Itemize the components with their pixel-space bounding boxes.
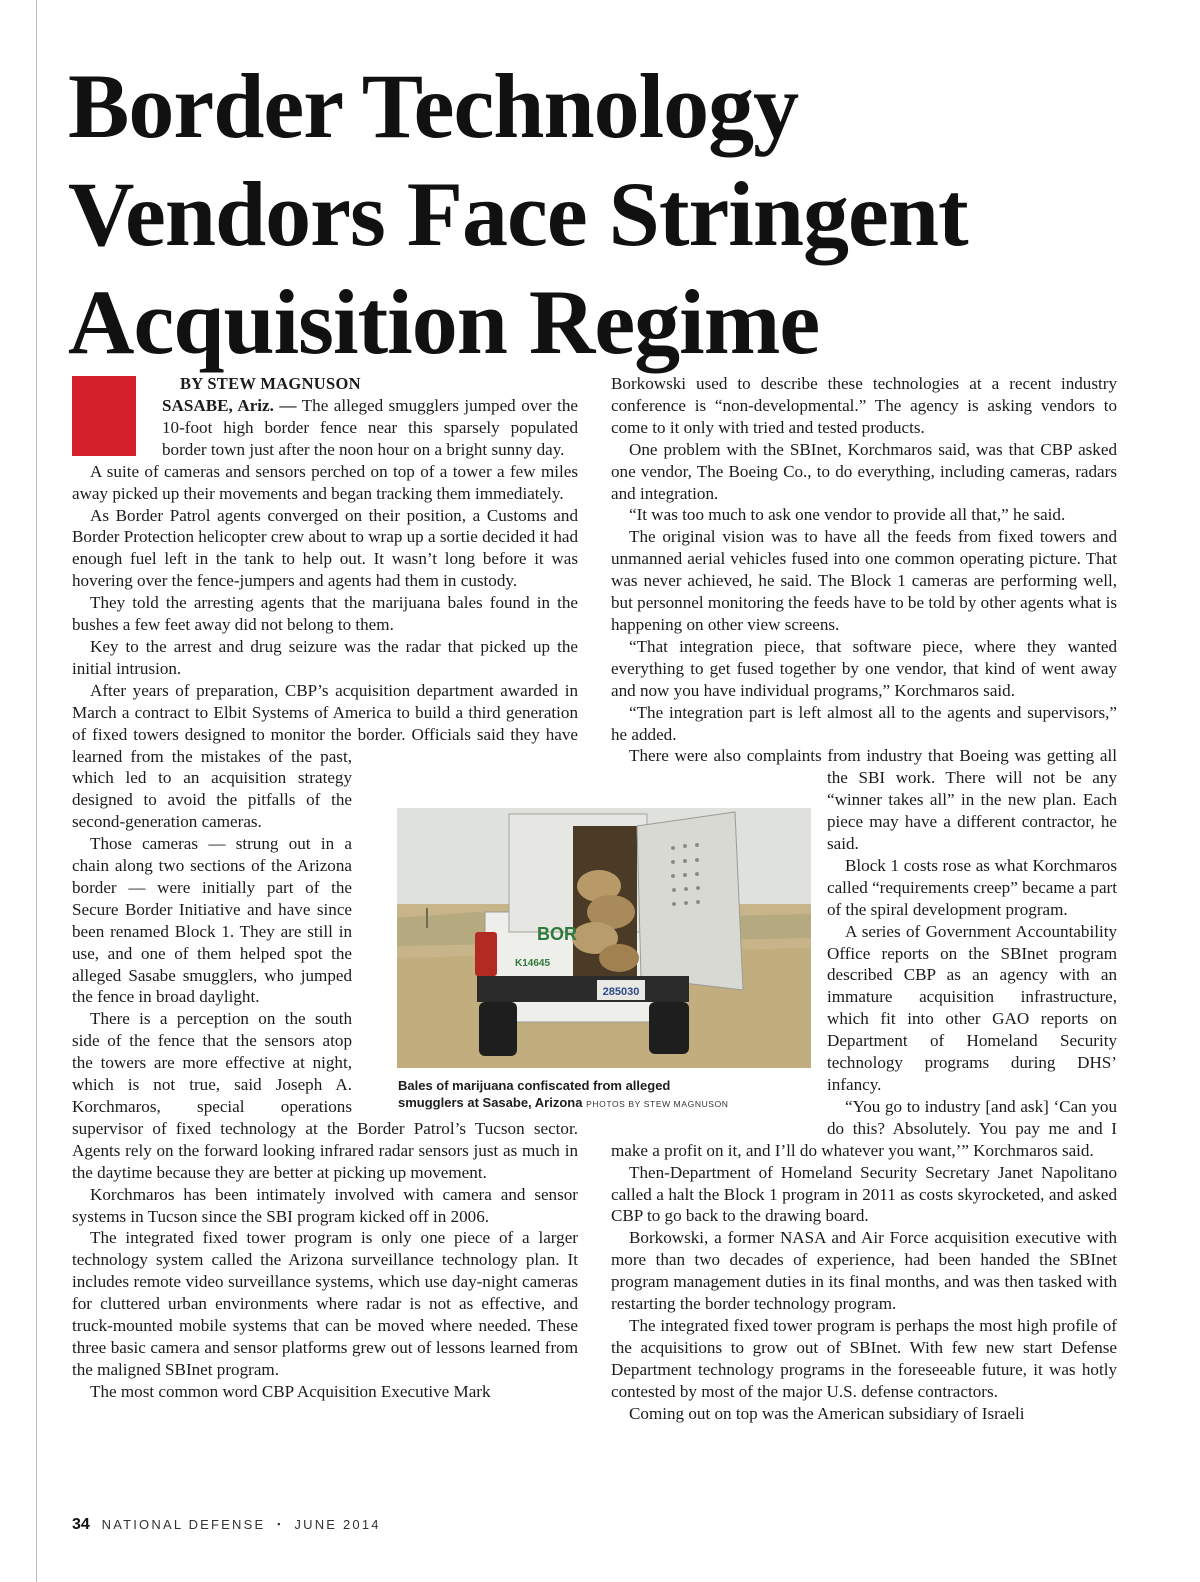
paragraph: As Border Patrol agents converged on their position, a Customs and Border Protection helicopter crew about to wrap up a sortie decided it had enough fuel left in the tank to help out. It wasn’t long before it was hovering over the fence-jumpers and agents had them in custody.	[72, 505, 578, 591]
headline-line-3: Acquisition Regime	[68, 271, 820, 373]
paragraph: A suite of cameras and sensors perched on top of a tower a few miles away picked up their movements and began tracking them immediately.	[72, 461, 578, 503]
truck-photo	[397, 808, 811, 1068]
paragraph: A series of Government Accountability Office reports on the SBInet program described CBP as an agency with an immature acquisition infrastructure, which fit into other GAO reports on Department of Homeland Security technology programs during DHS’ infancy.	[827, 921, 1117, 1094]
photo-caption	[398, 1078, 818, 1112]
paragraph: Then-Department of Homeland Security Secretary Janet Napolitano called a halt the Block 1 program in 2011 as costs skyrocketed, and asked CBP to go back to the drawing board.	[611, 1162, 1117, 1226]
paragraph: There were also complaints from industry that Boeing was getting all the SBI work. There will not be any “winner takes all” in the new plan. Each piece may have a different contractor, he said.	[629, 746, 1117, 854]
paragraph: Borkowski used to describe these technologies at a recent industry conference is “non-developmental.” The agency is asking vendors to come to it only with tried and tested products.	[611, 374, 1117, 437]
paragraph: They told the arresting agents that the marijuana bales found in the bushes a few feet away did not belong to them.	[72, 593, 578, 635]
truck-number: K14645	[515, 958, 551, 969]
byline: BY STEW MAGNUSON	[180, 374, 361, 393]
lead-paragraph	[72, 395, 578, 461]
headline	[68, 52, 1168, 376]
paragraph: The most common word CBP Acquisition Executive Mark	[90, 1381, 491, 1401]
page-footer	[72, 1516, 381, 1534]
dateline: SASABE, Ariz. —	[162, 396, 297, 415]
truck-illustration	[397, 808, 811, 1068]
paragraph: After years of preparation, CBP’s acquisition department awarded in March a contract to Elbit Systems of America to build a third generation of fixed towers designed to monitor the border. Officials said they have learned from the mistakes of the past, which led to an acquisition strategy designed to avoid the pitfalls of the second-generation cameras.	[72, 680, 578, 832]
page-edge-rule	[36, 0, 37, 1582]
paragraph-text: The alleged smugglers jumped over the 10-foot high border fence near this sparsely populated border town just after the noon hour on a bright sunny day.	[162, 396, 578, 459]
paragraph: “That integration piece, that software piece, where they wanted everything to get fused together by one vendor, that kind of went away and now you have individual programs,” Korchmaros said.	[611, 636, 1117, 700]
paragraph: There is a perception on the south side of the fence that the sensors atop the towers are more effective at night, which is not true, said Joseph A. Korchmaros, special operations supervisor of fixed technology at the Border Patrol’s Tucson sector. Agents rely on the forward looking infrared radar sensors just as much in the daytime because they are better at picking up movement.	[72, 1009, 578, 1182]
caption-line-2: smugglers at Sasabe, Arizona PHOTOS BY STEW MAGNUSON	[398, 1094, 729, 1110]
footer-separator: ▪	[277, 1519, 283, 1529]
paragraph: Coming out on top was the American subsidiary of Israeli	[629, 1403, 1025, 1423]
paragraph: The integrated fixed tower program is perhaps the most high profile of the acquisitions to grow out of SBInet. With few new start Defense Department technology programs in the foreseeable future, it was hotly contested by most of the major U.S. defense contractors.	[611, 1315, 1117, 1401]
paragraph: “It was too much to ask one vendor to provide all that,” he said.	[629, 505, 1066, 525]
headline-line-1: Border Technology	[68, 55, 799, 157]
caption-line-1: Bales of marijuana confiscated from alleged	[398, 1078, 671, 1093]
photo-credit: PHOTOS BY STEW MAGNUSON	[586, 1098, 729, 1109]
license-plate: 285030	[602, 986, 640, 998]
paragraph: Those cameras — strung out in a chain along two sections of the Arizona border — were initially part of the Secure Border Initiative and have since been renamed Block 1. They are still in use, and one of them helped spot the alleged Sasabe smugglers, who jumped the fence in broad daylight.	[72, 834, 352, 1007]
paragraph: Korchmaros has been intimately involved with camera and sensor systems in Tucson since the SBI program kicked off in 2006.	[72, 1184, 578, 1226]
headline-line-2: Vendors Face Stringent	[68, 163, 968, 265]
paragraph: Borkowski, a former NASA and Air Force acquisition executive with more than two decades of experience, had been handed the SBInet program management duties in its final months, and was then tasked with restarting the border technology program.	[611, 1228, 1117, 1314]
paragraph: The original vision was to have all the feeds from fixed towers and unmanned aerial vehicles fused into one common operating picture. That was never achieved, he said. The Block 1 cameras are performing well, but personnel monitoring the feeds have to be told by other agents what is happening on other view screens.	[611, 527, 1117, 634]
publication-name: NATIONAL DEFENSE	[101, 1517, 266, 1532]
truck-label: BOR	[537, 924, 577, 944]
paragraph: “The integration part is left almost all to the agents and supervisors,” he added.	[611, 702, 1117, 744]
paragraph: Block 1 costs rose as what Korchmaros called “requirements creep” became a part of the spiral development program.	[827, 855, 1117, 919]
paragraph: One problem with the SBInet, Korchmaros said, was that CBP asked one vendor, The Boeing Co., to do everything, including cameras, radars and integration.	[611, 439, 1117, 503]
paragraph: Key to the arrest and drug seizure was the radar that picked up the initial intrusion.	[72, 636, 578, 678]
red-square-marker	[72, 376, 136, 456]
paragraph: “You go to industry [and ask] ‘Can you do this? Absolutely. You pay me and I make a profit on it, and I’ll do whatever you want,’” Korchmaros said.	[611, 1096, 1117, 1160]
page-number: 34	[72, 1516, 90, 1533]
paragraph: The integrated fixed tower program is only one piece of a larger technology system called the Arizona surveillance technology plan. It includes remote video surveillance systems, which use day-night cameras for cluttered urban environments where radar is not as effective, and truck-mounted mobile systems that can be moved where needed. These three basic camera and sensor platforms grew out of lessons learned from the maligned SBInet program.	[72, 1228, 578, 1379]
issue-date: JUNE 2014	[294, 1517, 381, 1532]
